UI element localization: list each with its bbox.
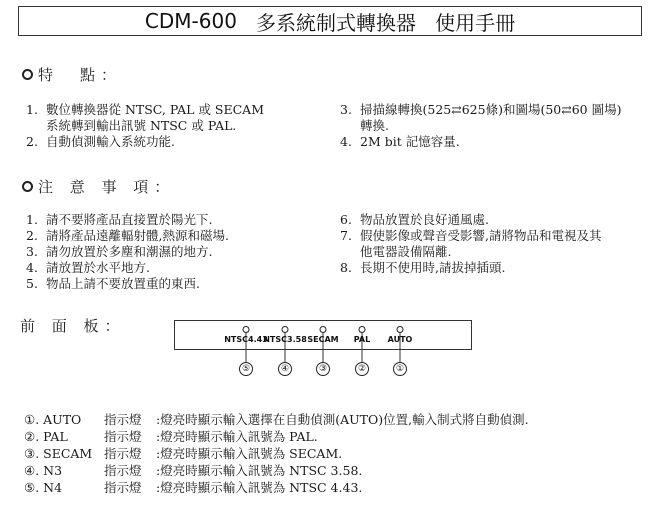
notes-heading: 注 意 事 項： [22,176,175,197]
list-item: 轉換. [360,118,389,133]
list-item: 他電器設備隔離. [360,244,452,259]
list-item: 2. 自動偵測輸入系統功能. [26,134,175,149]
secam-label: SECAM [307,335,339,344]
features-list-right [340,102,621,150]
list-item: 4. 2M bit 記憶容量. [340,134,460,149]
list-item: 1. 數位轉換器從 NTSC, PAL 或 SECAM [26,102,264,117]
front-panel-heading: 前 面 板： [20,317,126,335]
features-heading: 特 點： [22,64,122,85]
callout-1: ① [393,362,407,376]
callout-2: ② [355,362,369,376]
list-item: 1. 請不要將產品直接置於陽光下. [26,212,213,227]
notes-list-left [26,212,229,292]
list-item: 3. 掃描線轉換(525⇄625條)和圖場(50⇄60 圖場) [340,102,622,117]
legend-row: ④. N3 指示燈 :燈亮時顯示輸入訊號為 NTSC 3.58. [24,463,363,478]
title-subtitle: 使用手冊 [435,10,516,35]
ntsc443-label: NTSC4.43 [224,335,268,344]
bullet-icon [22,69,33,80]
legend-row: ②. PAL 指示燈 :燈亮時顯示輸入訊號為 PAL. [24,429,318,444]
bullet-icon [22,181,33,192]
manual-title [18,6,642,36]
list-item: 系統轉到輸出訊號 NTSC 或 PAL. [46,118,237,133]
indicator-legend [24,411,529,496]
list-item: 8. 長期不使用時,請拔掉插頭. [340,260,506,275]
features-list-left [26,102,264,150]
legend-row: ⑤. N4 指示燈 :燈亮時顯示輸入訊號為 NTSC 4.43. [24,480,363,495]
list-item: 4. 請放置於水平地方. [26,260,150,275]
title-model: CDM-600 [144,9,237,33]
list-item: 2. 請將產品遠離輻射體,熱源和磁場. [26,228,229,243]
list-item: 3. 請勿放置於多塵和潮濕的地方. [26,244,213,259]
legend-row: ①. AUTO 指示燈 :燈亮時顯示輸入選擇在自動偵測(AUTO)位置,輸入制式將自動偵測. [24,412,529,427]
title-name: 多系統制式轉換器 [256,10,416,35]
notes-list-right [340,212,601,276]
callout-5: ⑤ [239,362,253,376]
callout-4: ④ [278,362,292,376]
list-item: 7. 假使影像或聲音受影響,請將物品和電視及其 [340,228,602,243]
pal-label: PAL [353,335,371,344]
list-item: 5. 物品上請不要放置重的東西. [26,276,200,291]
list-item: 6. 物品放置於良好通風處. [340,212,489,227]
legend-row: ③. SECAM 指示燈 :燈亮時顯示輸入訊號為 SECAM. [24,446,343,461]
auto-label: AUTO [387,335,413,344]
ntsc358-label: NTSC3.58 [263,335,307,344]
callout-3: ③ [316,362,330,376]
